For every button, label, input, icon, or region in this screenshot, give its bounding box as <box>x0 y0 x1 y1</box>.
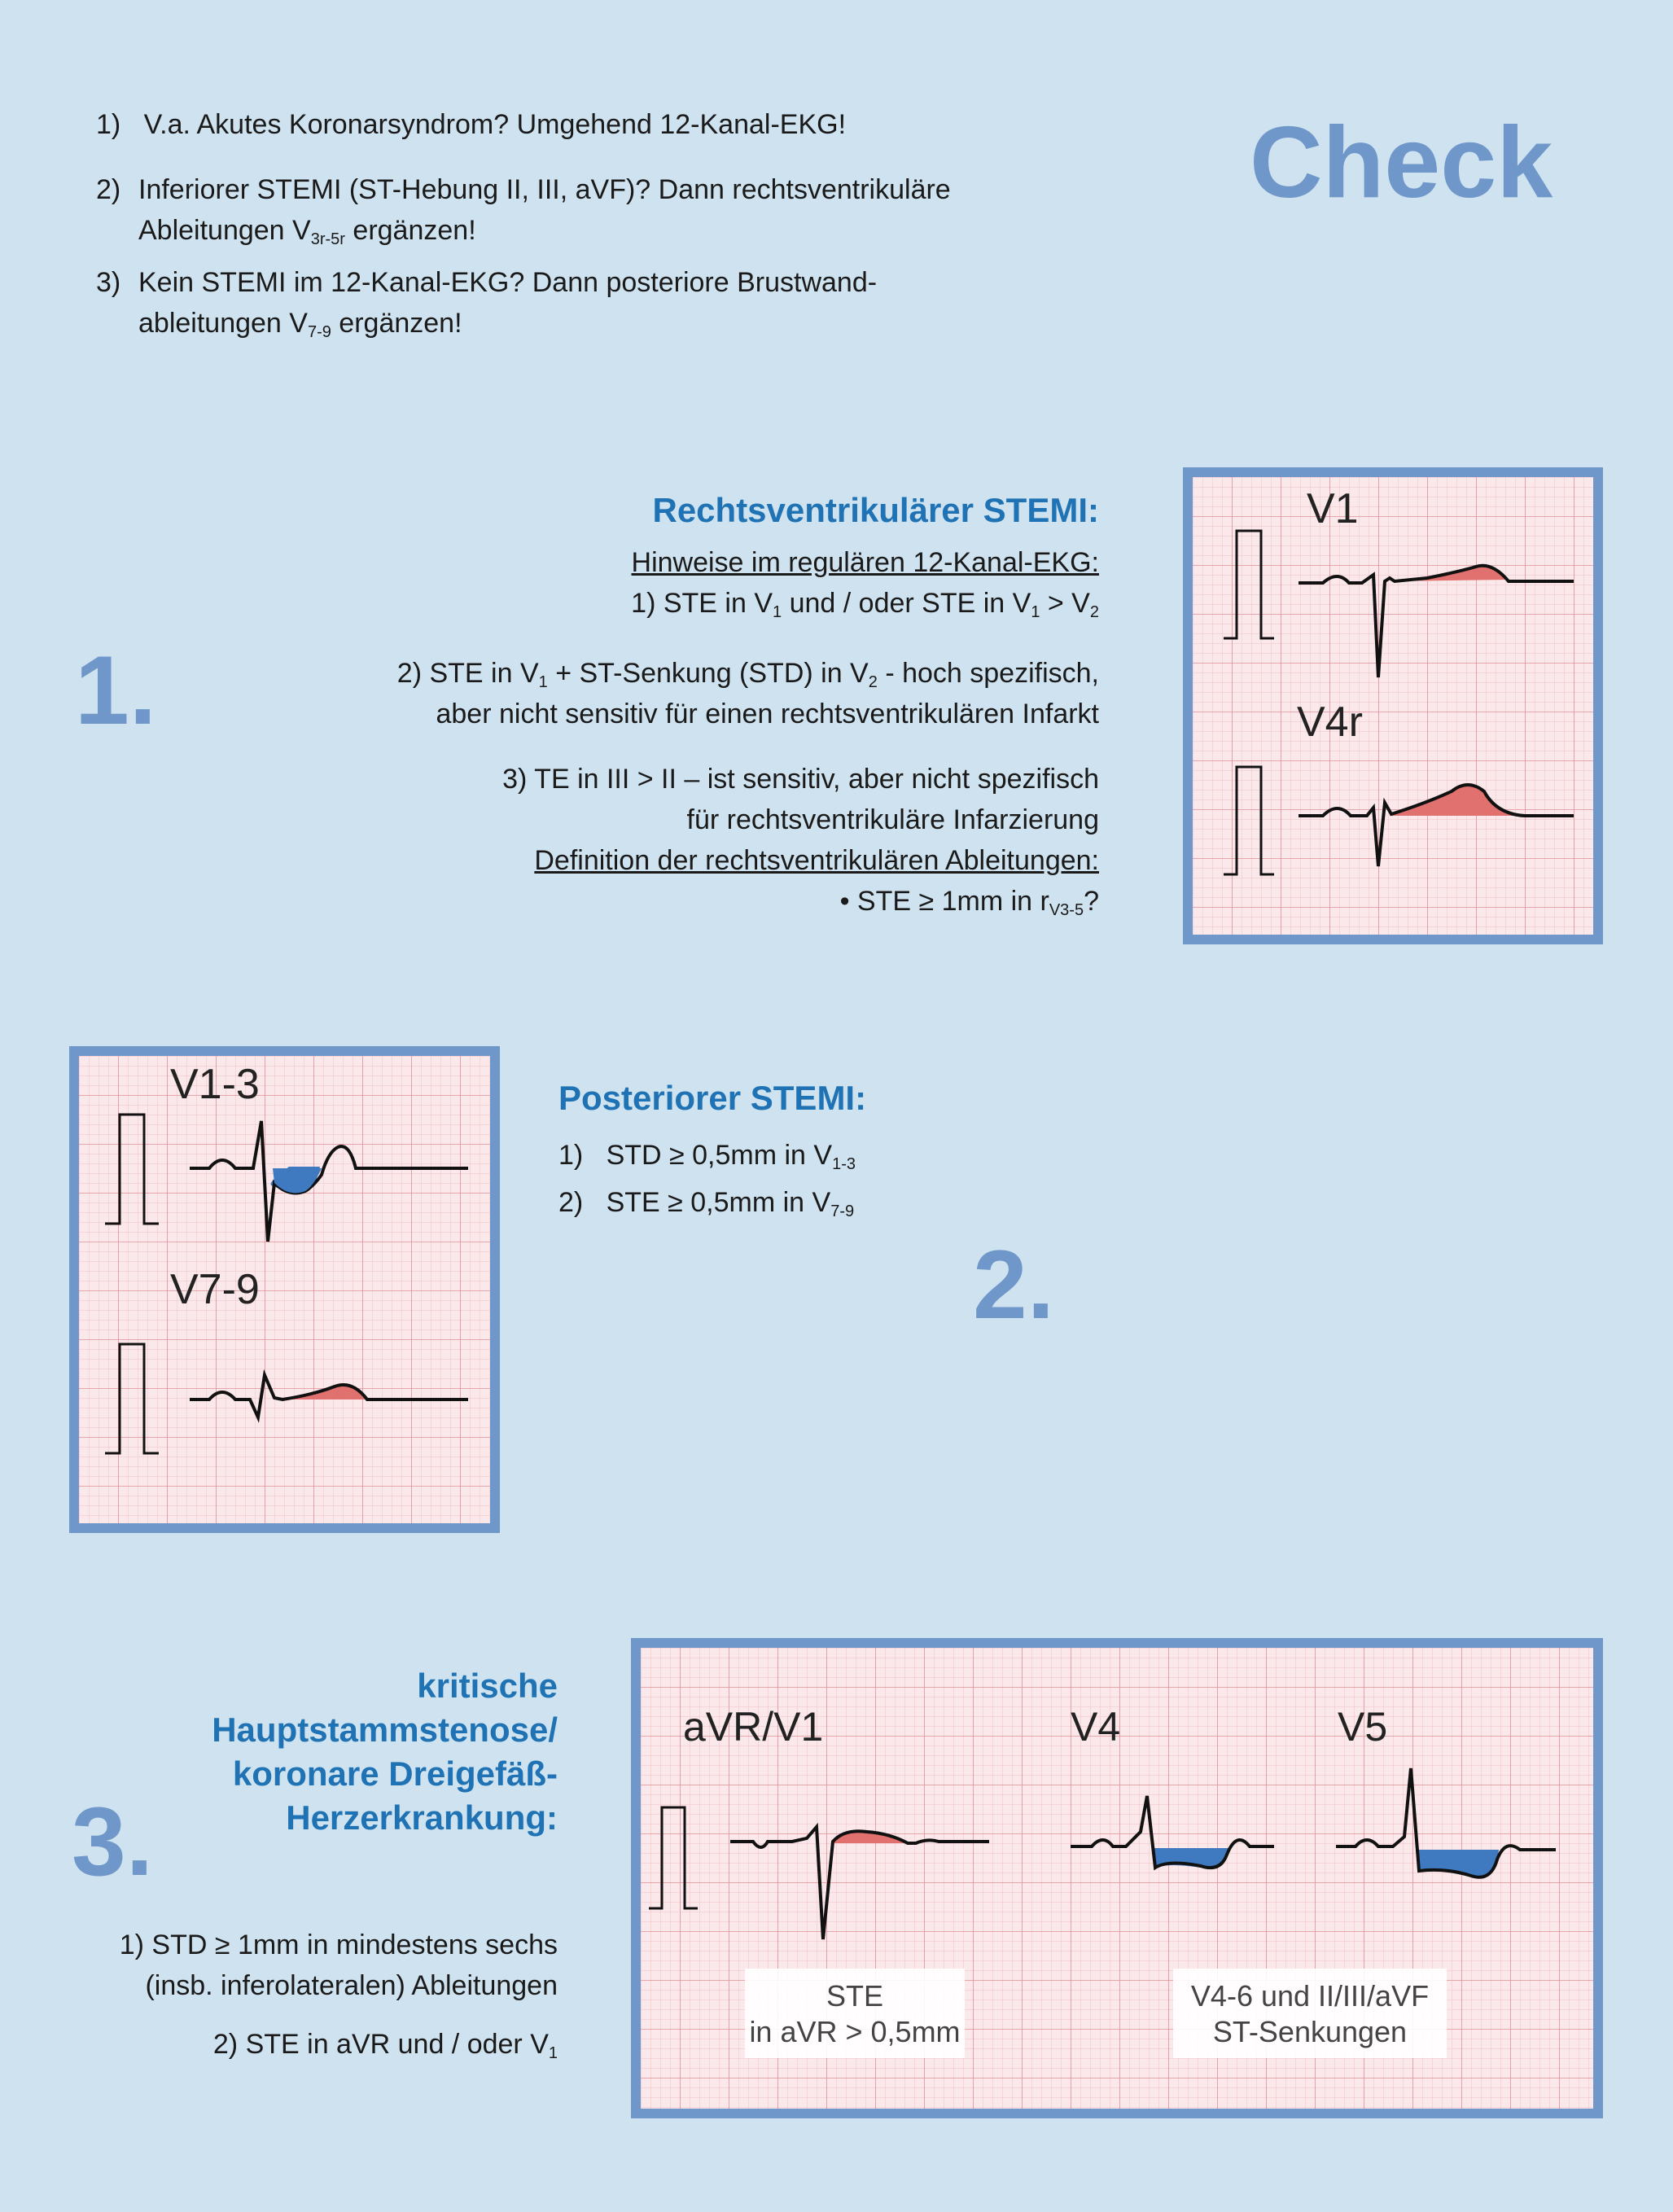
check-item-line: Inferiorer STEMI (ST-Hebung II, III, aVF)? Dann rechtsventrikuläre <box>138 174 951 205</box>
check-item-1 <box>96 104 1154 145</box>
section-2-text <box>558 1076 1128 1223</box>
section-1-criterion-3: 3) TE in III > II – ist sensitiv, aber nicht spezifisch für rechtsventrikuläre Infarzierung <box>502 764 1099 835</box>
ecg-lead-label: V1 <box>1307 485 1359 532</box>
ecg-lead-label: V4r <box>1297 699 1363 746</box>
section-1-criterion-1: 1) STE in $V_1$ und / oder STE in $V_1 > V_2$ <box>631 588 1099 621</box>
check-item-line: ableitungen $V_{7-9}$ ergänzen! <box>138 308 462 341</box>
section-1-criterion-2: 2) STE in $V_1$ + ST-Senkung (STD) in $V_2$ - hoch spezifisch, aber nicht sensitiv für einen rechtsventrikulären Infarkt <box>396 658 1099 729</box>
ecg-lead-label: aVR/V1 <box>683 1704 824 1750</box>
ecg-lead-label: V5 <box>1338 1704 1388 1750</box>
section-1-number: 1. <box>75 636 157 745</box>
ecg-lead-label: V7-9 <box>170 1266 260 1313</box>
section-3-criterion-2: 2) STE in aVR und / oder $V_1$ <box>212 2029 558 2062</box>
check-item-line: Kein STEMI im 12-Kanal-EKG? Dann posteriore Brustwand- <box>138 267 878 298</box>
section-2-criterion-1: 1) STD ≥ 0,5mm in $V_{1-3}$ <box>558 1140 856 1173</box>
ecg-panel-right-ventricular <box>1183 467 1603 944</box>
section-2-criterion-2: 2) STE ≥ 0,5mm in $V_{7-9}$ <box>558 1187 855 1220</box>
check-item-2 <box>96 169 1154 251</box>
section-2-heading: Posteriorer STEMI: <box>558 1079 867 1117</box>
check-item-number: 2) <box>96 174 121 205</box>
std-label-line: ST-Senkungen <box>1212 2015 1408 2048</box>
section-3-heading: kritische Hauptstammstenose/ koronare Dreigefäß- Herzerkrankung: <box>212 1667 558 1837</box>
check-item-number: 1) <box>96 109 121 140</box>
check-item-number: 3) <box>96 267 121 298</box>
check-item-text: V.a. Akutes Koronarsyndrom? Umgehend 12-Kanal-EKG! <box>143 109 847 140</box>
check-title: Check <box>1250 107 1553 219</box>
ecg-panel-posterior <box>69 1046 500 1533</box>
ecg-lead-label: V4 <box>1071 1704 1121 1750</box>
section-2-number: 2. <box>973 1230 1055 1339</box>
section-3-number: 3. <box>72 1787 154 1896</box>
check-item-3 <box>96 262 1154 344</box>
ste-label-line: in aVR > 0,5mm <box>749 2015 961 2048</box>
section-1-heading: Rechtsventrikulärer STEMI: <box>652 491 1099 529</box>
ecg-lead-label: V1-3 <box>170 1061 260 1108</box>
std-label-line: V4-6 und II/III/aVF <box>1190 1979 1430 2013</box>
section-3-text <box>81 1925 558 2065</box>
check-item-line: Ableitungen $V_{3r-5r}$ ergänzen! <box>138 215 476 248</box>
section-3-criterion-1: 1) STD ≥ 1mm in mindestens sechs (insb. inferolateralen) Ableitungen <box>119 1929 558 2001</box>
ecg-panel-left-main <box>631 1638 1603 2118</box>
ste-label-line: STE <box>826 1979 884 2013</box>
section-1-subheading: Hinweise im regulären 12-Kanal-EKG: <box>631 547 1099 578</box>
section-1-bullet: • STE ≥ 1mm in $r_{V3-5}$? <box>839 886 1099 919</box>
section-1-text <box>326 488 1099 922</box>
section-1-definition: Definition der rechtsventrikulären Ableitungen: <box>534 845 1099 876</box>
